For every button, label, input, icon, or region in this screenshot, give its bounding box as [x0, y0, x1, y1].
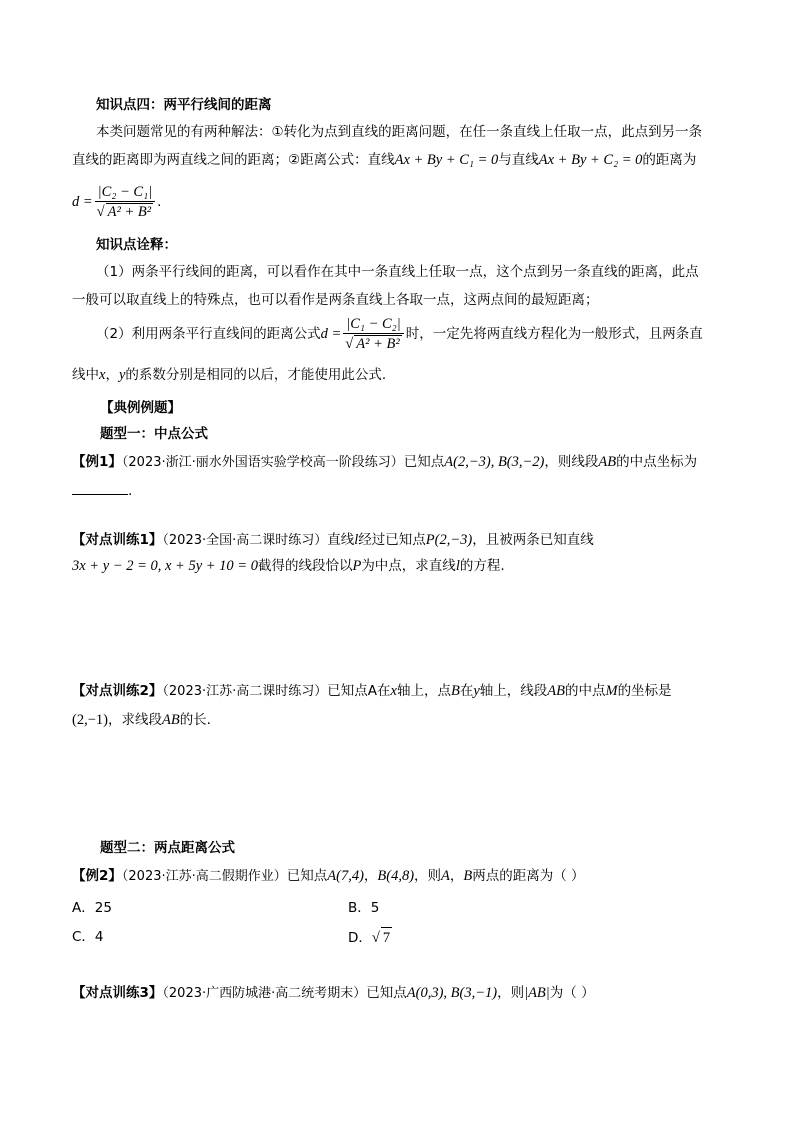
type1-title: 题型一：中点公式	[100, 426, 208, 442]
training-2: 【对点训练2】（2023·江苏·高二课时练习）已知点A在x轴上，点B在y轴上，线段AB的中点M的坐标是	[72, 683, 672, 699]
option-a[interactable]: A．25	[72, 900, 112, 916]
example-2: 【例2】（2023·江苏·高二假期作业）已知点A(7,4)，B(4,8)，则A，B两点的距离为（ ）	[72, 868, 585, 884]
typical-examples-heading: 【典例例题】	[100, 400, 181, 416]
type2-title: 题型二：两点距离公式	[100, 840, 235, 856]
paragraph-line: 一般可以取直线上的特殊点，也可以看作是两条直线上各取一点，这两点间的最短距离；	[72, 292, 599, 308]
example-1: 【例1】（2023·浙江·丽水外国语实验学校高一阶段练习）已知点A(2,−3), B(3,−2)，则线段AB的中点坐标为	[72, 454, 698, 470]
notes-title: 知识点诠释：	[96, 237, 177, 253]
option-c[interactable]: C．4	[72, 929, 104, 945]
answer-blank-line: .	[72, 480, 132, 501]
paragraph-line: 本类问题常见的有两种解法：①转化为点到直线的距离问题，在任一条直线上任取一点，此点到另一条	[96, 124, 703, 140]
paragraph-line: （2）利用两条平行直线间的距离公式d = $\frac{\text{|C₁ − C₂|}}{\text{√ A² + B²}}$ 时，一定先将两直线方程化为一般形式，且两条直	[96, 315, 703, 352]
option-d[interactable]: D．√ 7	[348, 927, 392, 948]
answer-blank[interactable]	[72, 480, 128, 495]
paragraph-line: 线中x，y的系数分别是相同的以后，才能使用此公式.	[72, 367, 387, 383]
option-b[interactable]: B．5	[348, 900, 380, 916]
training-2-cont: (2,−1)，求线段AB的长.	[72, 712, 211, 728]
training-1: 【对点训练1】（2023·全国·高二课时练习）直线l经过已知点P(2,−3)，且被两条已知直线	[72, 532, 594, 548]
training-1-cont: 3x + y − 2 = 0, x + 5y + 10 = 0截得的线段恰以P为中点，求直线l的方程.	[72, 558, 505, 574]
distance-formula: d = $\frac{\text{|C₂ − C₁|}}{\text{√ A² + B²}}$ .	[72, 183, 162, 220]
paragraph-line: 直线的距离即为两直线之间的距离；②距离公式：直线Ax + By + C₁ = 0与直线Ax + By + C₂ = 0的距离为	[72, 152, 697, 168]
section-title-knowledge-4: 知识点四：两平行线间的距离	[96, 97, 272, 113]
training-3: 【对点训练3】（2023·广西防城港·高二统考期末）已知点A(0,3), B(3,−1)，则|AB|为（ ）	[72, 985, 595, 1001]
paragraph-line: （1）两条平行线间的距离，可以看作在其中一条直线上任取一点，这个点到另一条直线的距离，此点	[96, 264, 699, 280]
